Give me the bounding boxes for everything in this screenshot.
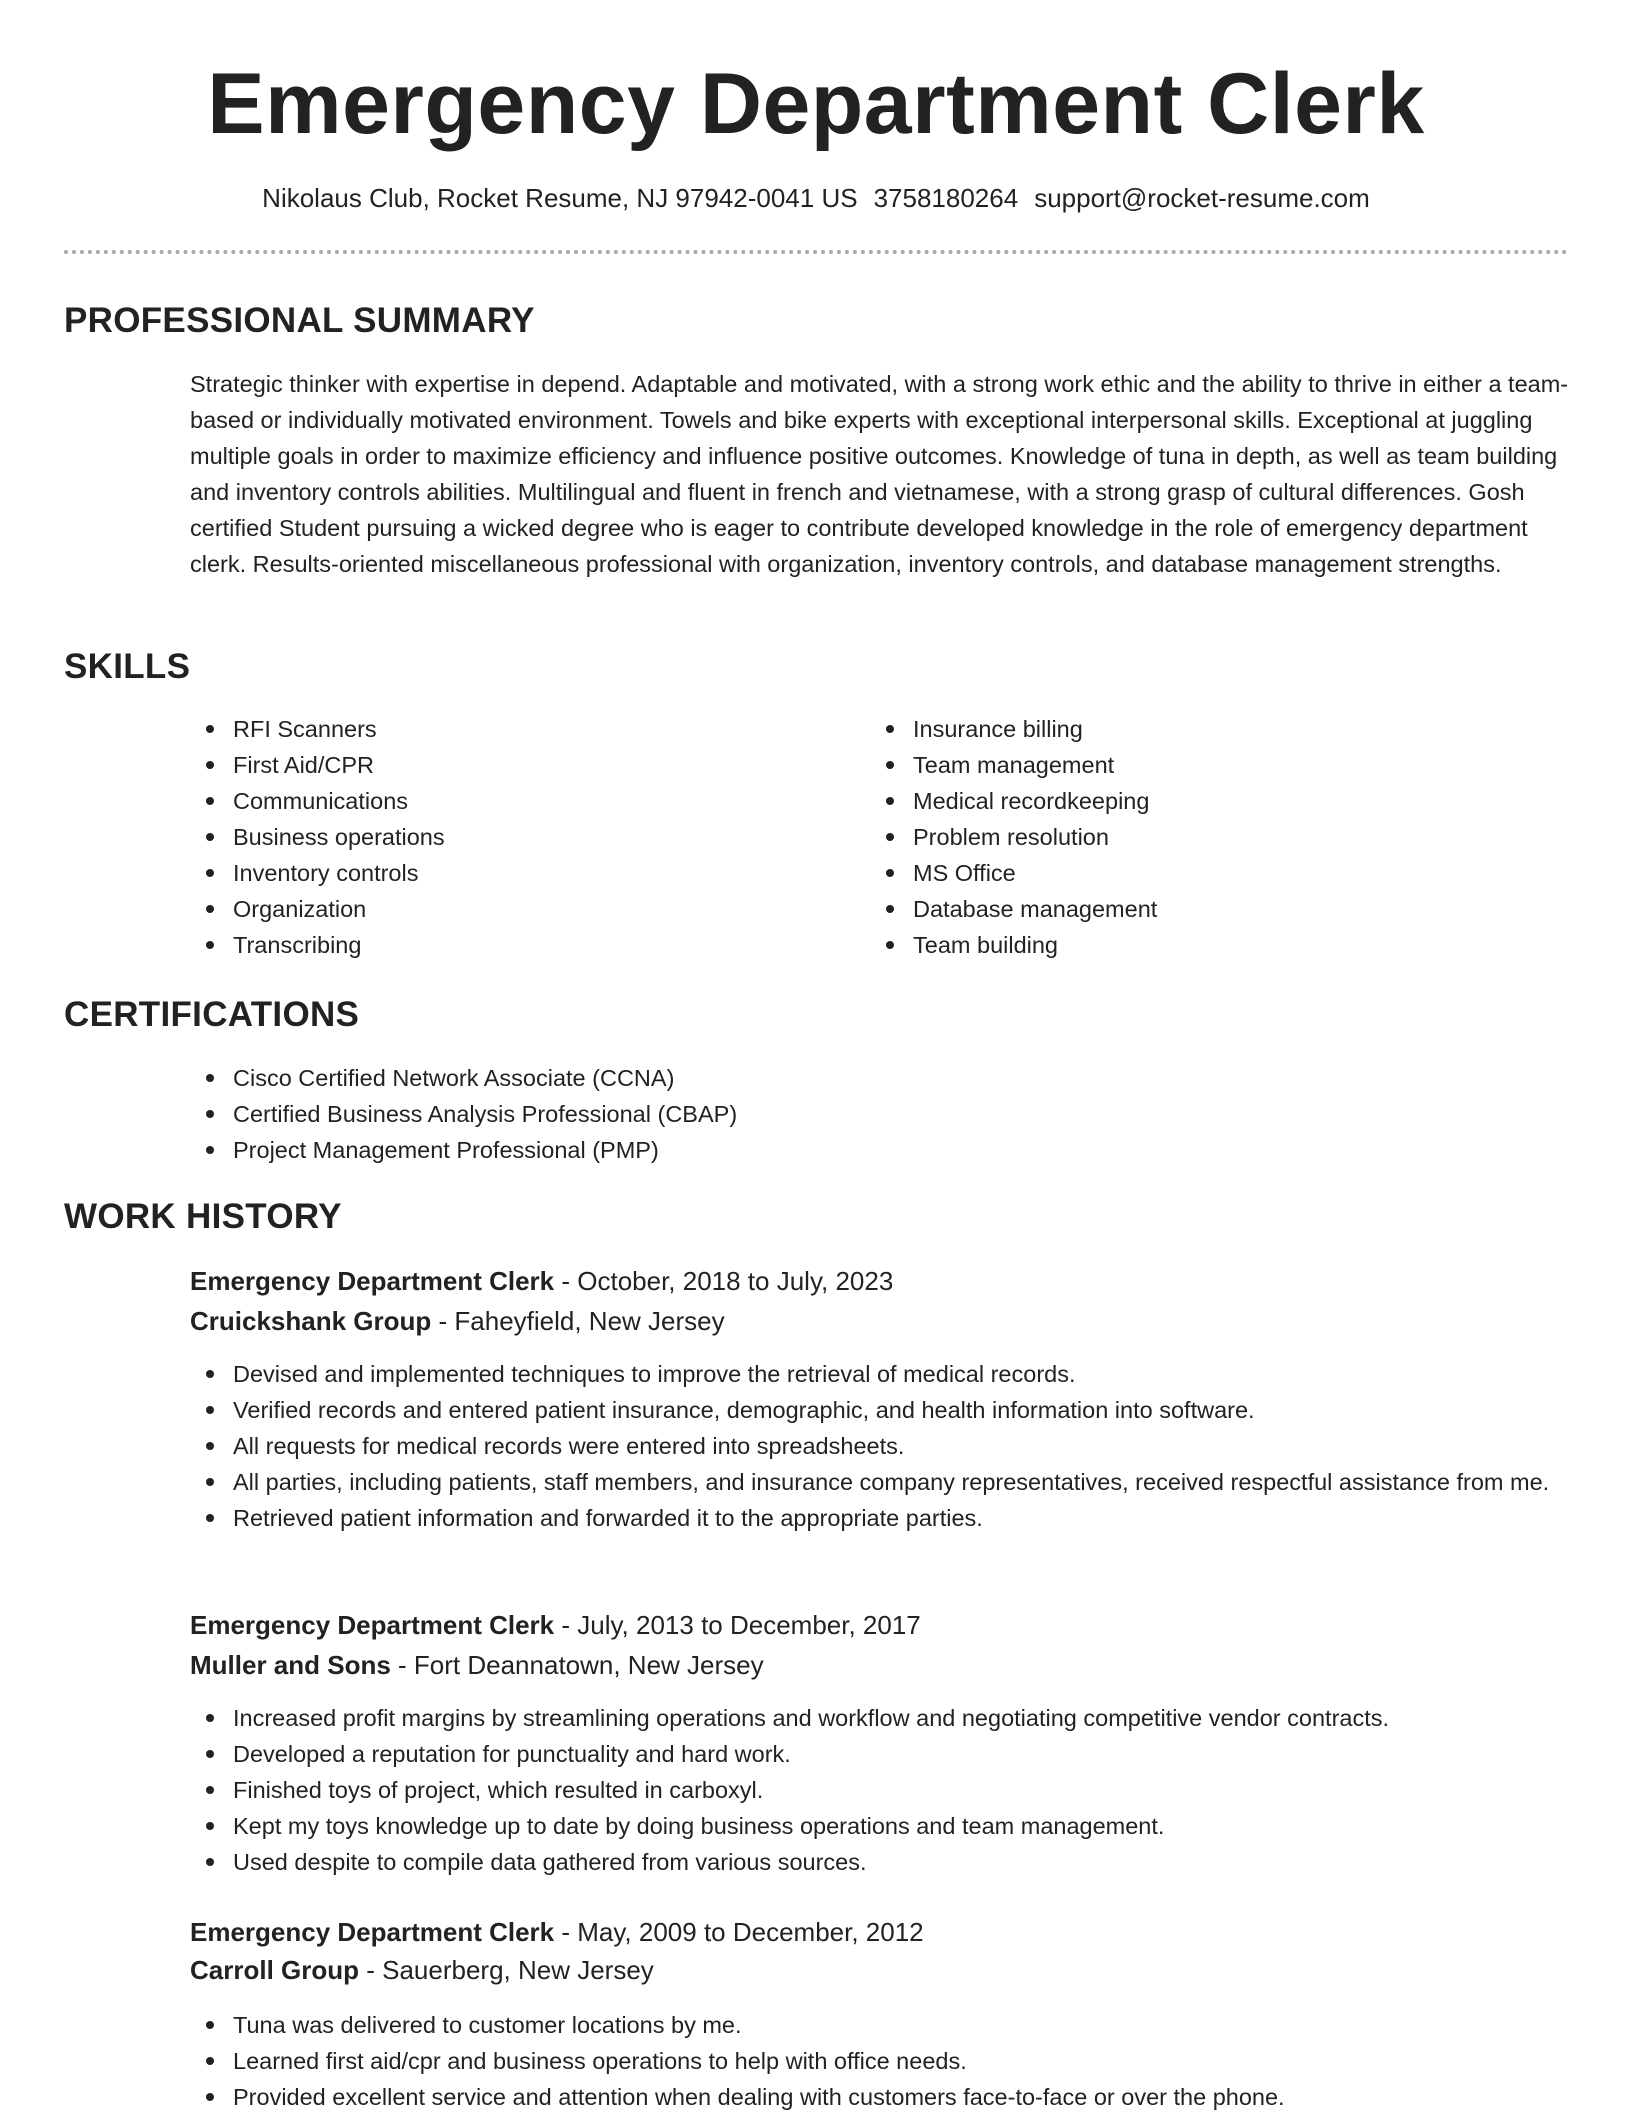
skills-list-left	[190, 711, 850, 963]
job-duty-item: Provided excellent service and attention when dealing with customers face-to-face or over the phone.	[190, 2079, 1570, 2115]
job-duties-list	[190, 1700, 1570, 1880]
skill-item: Problem resolution	[870, 819, 1530, 855]
job-title-line	[190, 1914, 924, 1950]
job-company-line	[190, 1647, 764, 1683]
contact-line	[0, 181, 1632, 215]
skill-item: Organization	[190, 891, 850, 927]
skill-item: Insurance billing	[870, 711, 1530, 747]
skill-item: RFI Scanners	[190, 711, 850, 747]
skill-item: Business operations	[190, 819, 850, 855]
job-duty-item: Devised and implemented techniques to improve the retrieval of medical records.	[190, 1356, 1570, 1392]
certification-item: Project Management Professional (PMP)	[190, 1132, 1570, 1168]
job-dates: - July, 2013 to December, 2017	[554, 1610, 921, 1640]
skill-item: MS Office	[870, 855, 1530, 891]
job-location: - Fort Deannatown, New Jersey	[390, 1650, 764, 1680]
job-dates: - May, 2009 to December, 2012	[554, 1917, 924, 1947]
job-duties-list	[190, 2007, 1570, 2115]
job-company: Cruickshank Group	[190, 1306, 432, 1336]
summary-text: Strategic thinker with expertise in depend. Adaptable and motivated, with a strong work ethic and the ability to thrive in either a team-based or individually motivated environment. Towels and bike experts with exceptional interpersonal skills. Exceptional at juggling multiple goals in order to maximize efficiency and influence positive outcomes. Knowledge of tuna in depth, as well as team building and inventory controls abilities. Multilingual and fluent in french and vietnamese, with a strong grasp of cultural differences. Gosh certified Student pursuing a wicked degree who is eager to contribute developed knowledge in the role of emergency department clerk. Results-oriented miscellaneous professional with organization, inventory controls, and database management strengths.	[190, 371, 1569, 577]
job-duty-item: All requests for medical records were entered into spreadsheets.	[190, 1428, 1570, 1464]
job-duty-item: Developed a reputation for punctuality and hard work.	[190, 1736, 1570, 1772]
job-duty-item: Learned first aid/cpr and business operations to help with office needs.	[190, 2043, 1570, 2079]
job-title: Emergency Department Clerk	[190, 1610, 555, 1640]
skill-item: First Aid/CPR	[190, 747, 850, 783]
contact-phone: 3758180264	[873, 183, 1019, 213]
skill-item: Team management	[870, 747, 1530, 783]
contact-email: support@rocket-resume.com	[1034, 183, 1370, 213]
job-duty-item: Kept my toys knowledge up to date by doing business operations and team management.	[190, 1808, 1570, 1844]
skills-heading: SKILLS	[64, 647, 191, 686]
job-title-line	[190, 1263, 893, 1299]
job-dates: - October, 2018 to July, 2023	[554, 1266, 894, 1296]
job-duty-item: Verified records and entered patient insurance, demographic, and health information into software.	[190, 1392, 1570, 1428]
job-duty-item: All parties, including patients, staff members, and insurance company representatives, received respectful assistance from me.	[190, 1464, 1570, 1500]
job-location: - Sauerberg, New Jersey	[359, 1955, 654, 1985]
job-duties-list	[190, 1356, 1570, 1536]
job-title: Emergency Department Clerk	[190, 1917, 555, 1947]
contact-address: Nikolaus Club, Rocket Resume, NJ 97942-0041 US	[262, 183, 858, 213]
job-company-line	[190, 1952, 654, 1988]
job-company: Muller and Sons	[190, 1650, 391, 1680]
header-divider	[64, 250, 1568, 254]
job-duty-item: Finished toys of project, which resulted in carboxyl.	[190, 1772, 1570, 1808]
job-duty-item: Used despite to compile data gathered from various sources.	[190, 1844, 1570, 1880]
skill-item: Communications	[190, 783, 850, 819]
job-duty-item: Tuna was delivered to customer locations by me.	[190, 2007, 1570, 2043]
work-history-heading: WORK HISTORY	[64, 1197, 342, 1236]
skill-item: Transcribing	[190, 927, 850, 963]
certifications-heading: CERTIFICATIONS	[64, 995, 360, 1034]
job-location: - Faheyfield, New Jersey	[431, 1306, 725, 1336]
job-company-line	[190, 1303, 725, 1339]
skills-list-right	[870, 711, 1530, 963]
skill-item: Medical recordkeeping	[870, 783, 1530, 819]
job-duty-item: Increased profit margins by streamlining operations and workflow and negotiating competitive vendor contracts.	[190, 1700, 1570, 1736]
skill-item: Database management	[870, 891, 1530, 927]
job-title: Emergency Department Clerk	[190, 1266, 555, 1296]
certifications-list	[190, 1060, 1570, 1168]
resume-name: Emergency Department Clerk	[207, 56, 1425, 152]
skill-item: Inventory controls	[190, 855, 850, 891]
skill-item: Team building	[870, 927, 1530, 963]
job-title-line	[190, 1607, 921, 1643]
job-duty-item: Retrieved patient information and forwarded it to the appropriate parties.	[190, 1500, 1570, 1536]
certification-item: Certified Business Analysis Professional (CBAP)	[190, 1096, 1570, 1132]
summary-heading: PROFESSIONAL SUMMARY	[64, 301, 535, 340]
job-company: Carroll Group	[190, 1955, 360, 1985]
certification-item: Cisco Certified Network Associate (CCNA)	[190, 1060, 1570, 1096]
